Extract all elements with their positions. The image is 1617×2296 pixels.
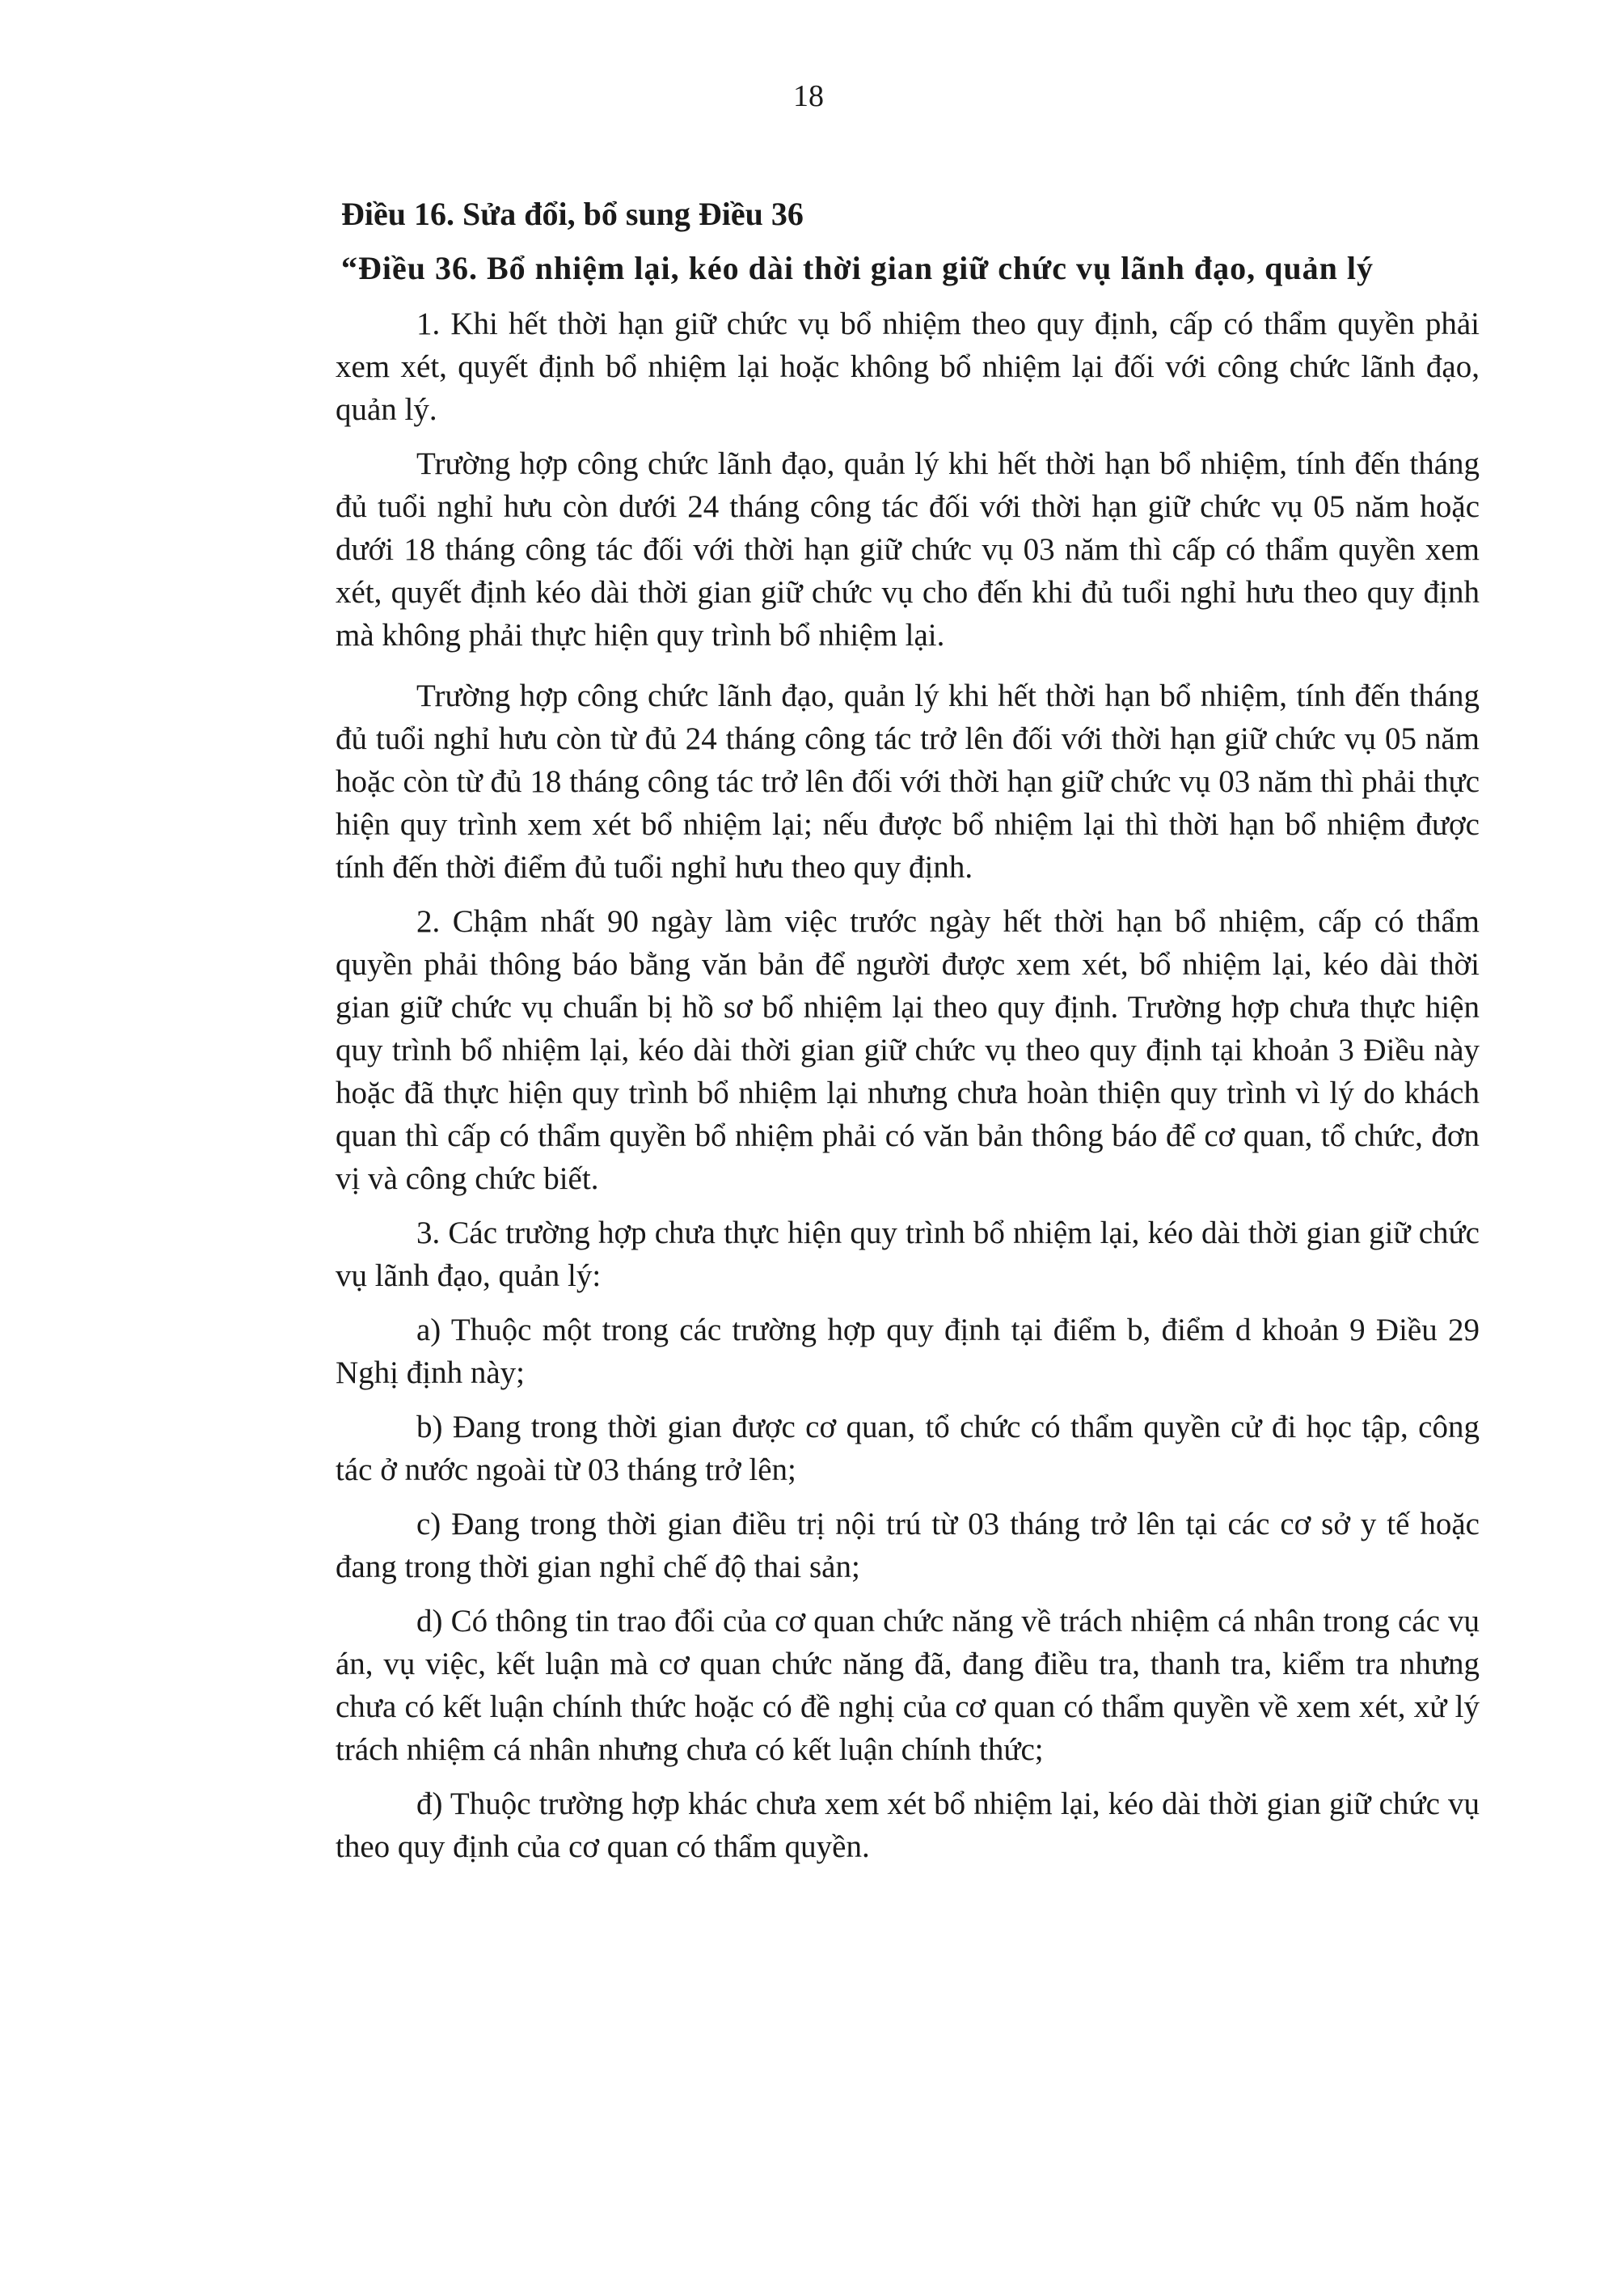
article-heading: Điều 16. Sửa đổi, bổ sung Điều 36 xyxy=(341,196,804,232)
paragraph-5: 3. Các trường hợp chưa thực hiện quy trình bổ nhiệm lại, kéo dài thời gian giữ chức vụ lãnh đạo, quản lý: xyxy=(336,1216,1480,1293)
paragraph-10: đ) Thuộc trường hợp khác chưa xem xét bổ nhiệm lại, kéo dài thời gian giữ chức vụ theo quy định của cơ quan có thẩm quyền. xyxy=(336,1786,1480,1864)
paragraph-7: b) Đang trong thời gian được cơ quan, tổ chức có thẩm quyền cử đi học tập, công tác ở nước ngoài từ 03 tháng trở lên; xyxy=(336,1410,1480,1487)
page-number: 18 xyxy=(793,79,824,113)
paragraph-9: d) Có thông tin trao đổi của cơ quan chức năng về trách nhiệm cá nhân trong các vụ án, vụ việc, kết luận mà cơ quan chức năng đã, đang điều tra, thanh tra, kiểm tra nhưng chưa có kết luận chính thức hoặc có đề nghị của cơ quan có thẩm quyền về xem xét, xử lý trách nhiệm cá nhân nhưng chưa có kết luận chính thức; xyxy=(336,1604,1480,1767)
paragraph-8: c) Đang trong thời gian điều trị nội trú từ 03 tháng trở lên tại các cơ sở y tế hoặc đang trong thời gian nghỉ chế độ thai sản; xyxy=(336,1507,1480,1584)
paragraph-4: 2. Chậm nhất 90 ngày làm việc trước ngày hết thời hạn bổ nhiệm, cấp có thẩm quyền phải thông báo bằng văn bản để người được xem xét, bổ nhiệm lại, kéo dài thời gian giữ chức vụ chuẩn bị hồ sơ bổ nhiệm lại theo quy định. Trường hợp chưa thực hiện quy trình bổ nhiệm lại, kéo dài thời gian giữ chức vụ theo quy định tại khoản 3 Điều này hoặc đã thực hiện quy trình bổ nhiệm lại nhưng chưa hoàn thiện quy trình vì lý do khách quan thì cấp có thẩm quyền bổ nhiệm phải có văn bản thông báo để cơ quan, tổ chức, đơn vị và công chức biết. xyxy=(336,904,1480,1196)
paragraph-6: a) Thuộc một trong các trường hợp quy định tại điểm b, điểm d khoản 9 Điều 29 Nghị định này; xyxy=(336,1313,1480,1390)
paragraph-2: Trường hợp công chức lãnh đạo, quản lý khi hết thời hạn bổ nhiệm, tính đến tháng đủ tuổi nghỉ hưu còn dưới 24 tháng công tác đối với thời hạn giữ chức vụ 05 năm hoặc dưới 18 tháng công tác đối với thời hạn giữ chức vụ 03 năm thì cấp có thẩm quyền xem xét, quyết định kéo dài thời gian giữ chức vụ cho đến khi đủ tuổi nghỉ hưu theo quy định mà không phải thực hiện quy trình bổ nhiệm lại. xyxy=(336,446,1480,653)
paragraph-1: 1. Khi hết thời hạn giữ chức vụ bổ nhiệm theo quy định, cấp có thẩm quyền phải xem xét, quyết định bổ nhiệm lại hoặc không bổ nhiệm lại đối với công chức lãnh đạo, quản lý. xyxy=(336,307,1480,427)
article-title: “Điều 36. Bổ nhiệm lại, kéo dài thời gian giữ chức vụ lãnh đạo, quản lý xyxy=(341,250,1374,286)
document-body xyxy=(336,192,1480,1880)
paragraph-3: Trường hợp công chức lãnh đạo, quản lý khi hết thời hạn bổ nhiệm, tính đến tháng đủ tuổi nghỉ hưu còn từ đủ 24 tháng công tác trở lên đối với thời hạn giữ chức vụ 05 năm hoặc còn từ đủ 18 tháng công tác trở lên đối với thời hạn giữ chức vụ 03 năm thì phải thực hiện quy trình xem xét bổ nhiệm lại; nếu được bổ nhiệm lại thì thời hạn bổ nhiệm được tính đến thời điểm đủ tuổi nghỉ hưu theo quy định. xyxy=(336,679,1480,885)
